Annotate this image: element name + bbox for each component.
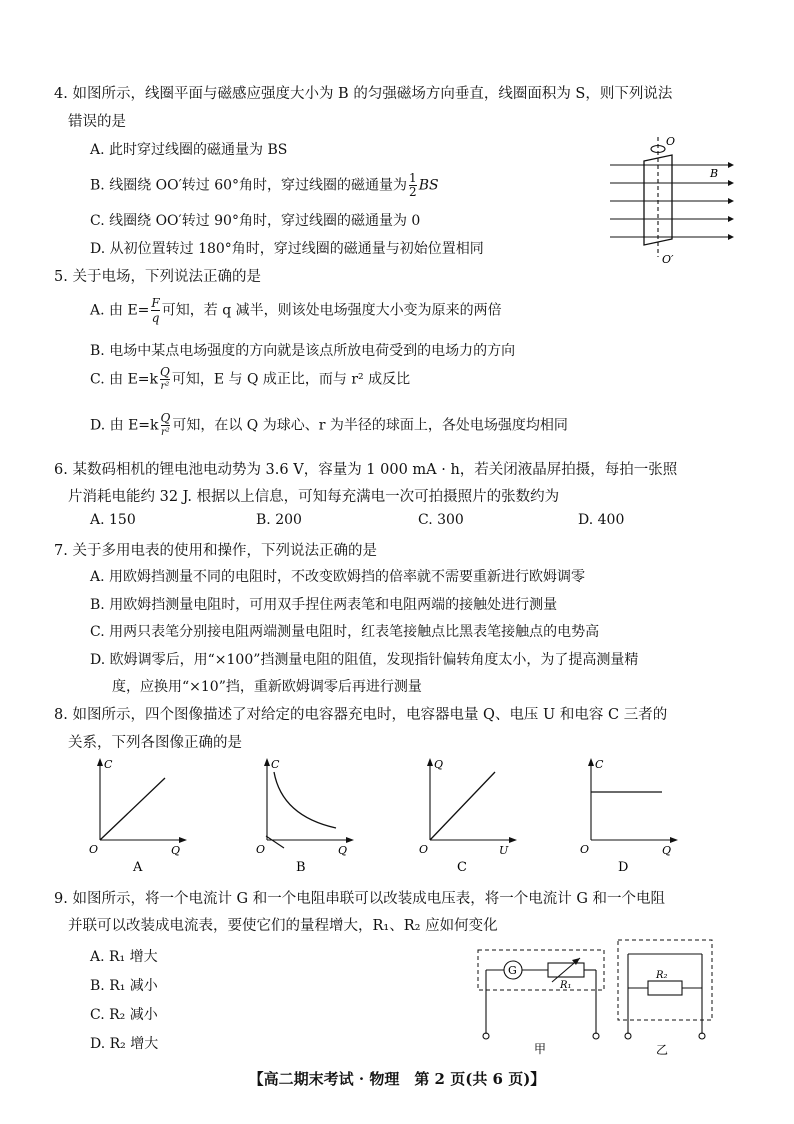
q8-graph-a-x-label: Q bbox=[171, 844, 181, 857]
q7-option-a: A. 用欧姆挡测量不同的电阻时，不改变欧姆挡的倍率就不需要重新进行欧姆调零 bbox=[90, 569, 586, 585]
q8-graph-d-origin: O bbox=[580, 843, 590, 856]
q8-graph-a bbox=[85, 756, 195, 876]
q8-graph-b-origin: O bbox=[256, 843, 266, 856]
q8-graph-c-label: C bbox=[457, 860, 467, 875]
q4-label-o-bottom: O′ bbox=[662, 253, 674, 265]
q9-stem-line1: 9. 如图所示，将一个电流计 G 和一个电阻串联可以改装成电压表，将一个电流计 G 和一个电阻 bbox=[54, 891, 666, 907]
q7-option-c: C. 用两只表笔分别接电阻两端测量电阻时，红表笔接触点比黑表笔接触点的电势高 bbox=[90, 624, 600, 640]
q5-option-d: D. 由 E=k Q r² 可知，在以 Q 为球心、r 为半径的球面上，各处电场强度均相同 bbox=[90, 411, 568, 438]
q9-option-b: B. R₁ 减小 bbox=[90, 978, 158, 994]
q8-graph-a-origin: O bbox=[89, 843, 99, 856]
q4-label-o-top: O bbox=[666, 135, 676, 148]
q9-label-r1: R₁ bbox=[560, 980, 572, 991]
q7-stem: 7. 关于多用电表的使用和操作，下列说法正确的是 bbox=[54, 543, 377, 559]
q9-circuit-jia bbox=[472, 944, 612, 1056]
q6-stem-line1: 6. 某数码相机的锂电池电动势为 3.6 V，容量为 1 000 mA · h，若关闭液晶屏拍摄，每拍一张照 bbox=[54, 462, 678, 478]
q6-stem-line2: 片消耗电能约 32 J. 根据以上信息，可知每充满电一次可拍摄照片的张数约为 bbox=[68, 489, 560, 505]
q4-option-b: B. 线圈绕 OO′转过 60°角时，穿过线圈的磁通量为 $\frac{1}{2}$ BS bbox=[90, 171, 439, 199]
q8-graph-b bbox=[252, 756, 362, 876]
q7-option-b: B. 用欧姆挡测量电阻时，可用双手捏住两表笔和电阻两端的接触处进行测量 bbox=[90, 597, 558, 613]
page-footer: 【高二期末考试 · 物理 第 2 页(共 6 页)】 bbox=[248, 1070, 546, 1088]
q4-stem-line1: 4. 如图所示，线圈平面与磁感应强度大小为 B 的匀强磁场方向垂直，线圈面积为 S，则下列说法 bbox=[54, 86, 673, 102]
q8-graph-b-label: B bbox=[296, 860, 306, 875]
q8-graph-c-x-label: U bbox=[499, 844, 509, 857]
q8-graph-c bbox=[415, 756, 525, 876]
q8-graph-d-y-label: C bbox=[595, 758, 604, 771]
q4-b-denominator: 2 bbox=[409, 185, 417, 199]
q4-stem-line2: 错误的是 bbox=[68, 114, 126, 130]
q4-b-numerator: 1 bbox=[409, 171, 417, 185]
q8-graph-c-y-label: Q bbox=[434, 758, 444, 771]
q9-option-a: A. R₁ 增大 bbox=[90, 949, 158, 965]
q5-option-a: A. 由 E= $\frac{F}{q}$ 可知，若 q 减半，则该处电场强度大小变为原来的两倍 bbox=[90, 296, 502, 325]
q9-option-d: D. R₂ 增大 bbox=[90, 1036, 159, 1052]
q8-graph-a-y-label: C bbox=[104, 758, 113, 771]
q6-option-c: C. 300 bbox=[418, 512, 464, 528]
q7-option-d-line2: 度，应换用“×10”挡，重新欧姆调零后再进行测量 bbox=[112, 679, 422, 695]
q8-graph-b-x-label: Q bbox=[338, 844, 348, 857]
q7-option-d-line1: D. 欧姆调零后，用“×100”挡测量电阻的阻值，发现指针偏转角度太小，为了提高测量精 bbox=[90, 652, 639, 668]
q5-stem: 5. 关于电场，下列说法正确的是 bbox=[54, 269, 261, 285]
q9-option-c: C. R₂ 减小 bbox=[90, 1007, 158, 1023]
q6-option-a: A. 150 bbox=[90, 512, 136, 528]
q8-graph-d-x-label: Q bbox=[662, 844, 672, 857]
q4-magnetic-coil-figure bbox=[610, 135, 740, 265]
q8-stem-line2: 关系，下列各图像正确的是 bbox=[68, 735, 242, 751]
q9-label-jia: 甲 bbox=[534, 1042, 547, 1056]
q9-label-r2: R₂ bbox=[656, 970, 668, 981]
q9-label-yi: 乙 bbox=[656, 1043, 669, 1057]
q9-stem-line2: 并联可以改装成电流表，要使它们的量程增大，R₁、R₂ 应如何变化 bbox=[68, 918, 498, 934]
q8-graph-d bbox=[576, 756, 686, 876]
q4-option-c: C. 线圈绕 OO′转过 90°角时，穿过线圈的磁通量为 0 bbox=[90, 213, 421, 229]
q8-graph-d-label: D bbox=[618, 860, 629, 875]
q6-option-b: B. 200 bbox=[256, 512, 302, 528]
q9-galvanometer-g-jia: G bbox=[508, 964, 517, 977]
q5-option-c: C. 由 E=k Q r² 可知，E 与 Q 成正比，而与 r² 成反比 bbox=[90, 365, 411, 392]
q8-graph-a-label: A bbox=[133, 860, 143, 875]
q9-circuit-yi bbox=[612, 934, 722, 1058]
q6-option-d: D. 400 bbox=[578, 512, 625, 528]
q8-graph-b-y-label: C bbox=[271, 758, 280, 771]
q5-option-b: B. 电场中某点电场强度的方向就是该点所放电荷受到的电场力的方向 bbox=[90, 343, 516, 359]
q4-option-d: D. 从初位置转过 180°角时，穿过线圈的磁通量与初始位置相同 bbox=[90, 241, 484, 257]
q4-option-a: A. 此时穿过线圈的磁通量为 BS bbox=[90, 142, 288, 158]
q8-graph-c-origin: O bbox=[419, 843, 429, 856]
q8-stem-line1: 8. 如图所示，四个图像描述了对给定的电容器充电时，电容器电量 Q、电压 U 和电容 C 三者的 bbox=[54, 707, 668, 723]
q4-label-b: B bbox=[710, 167, 719, 180]
